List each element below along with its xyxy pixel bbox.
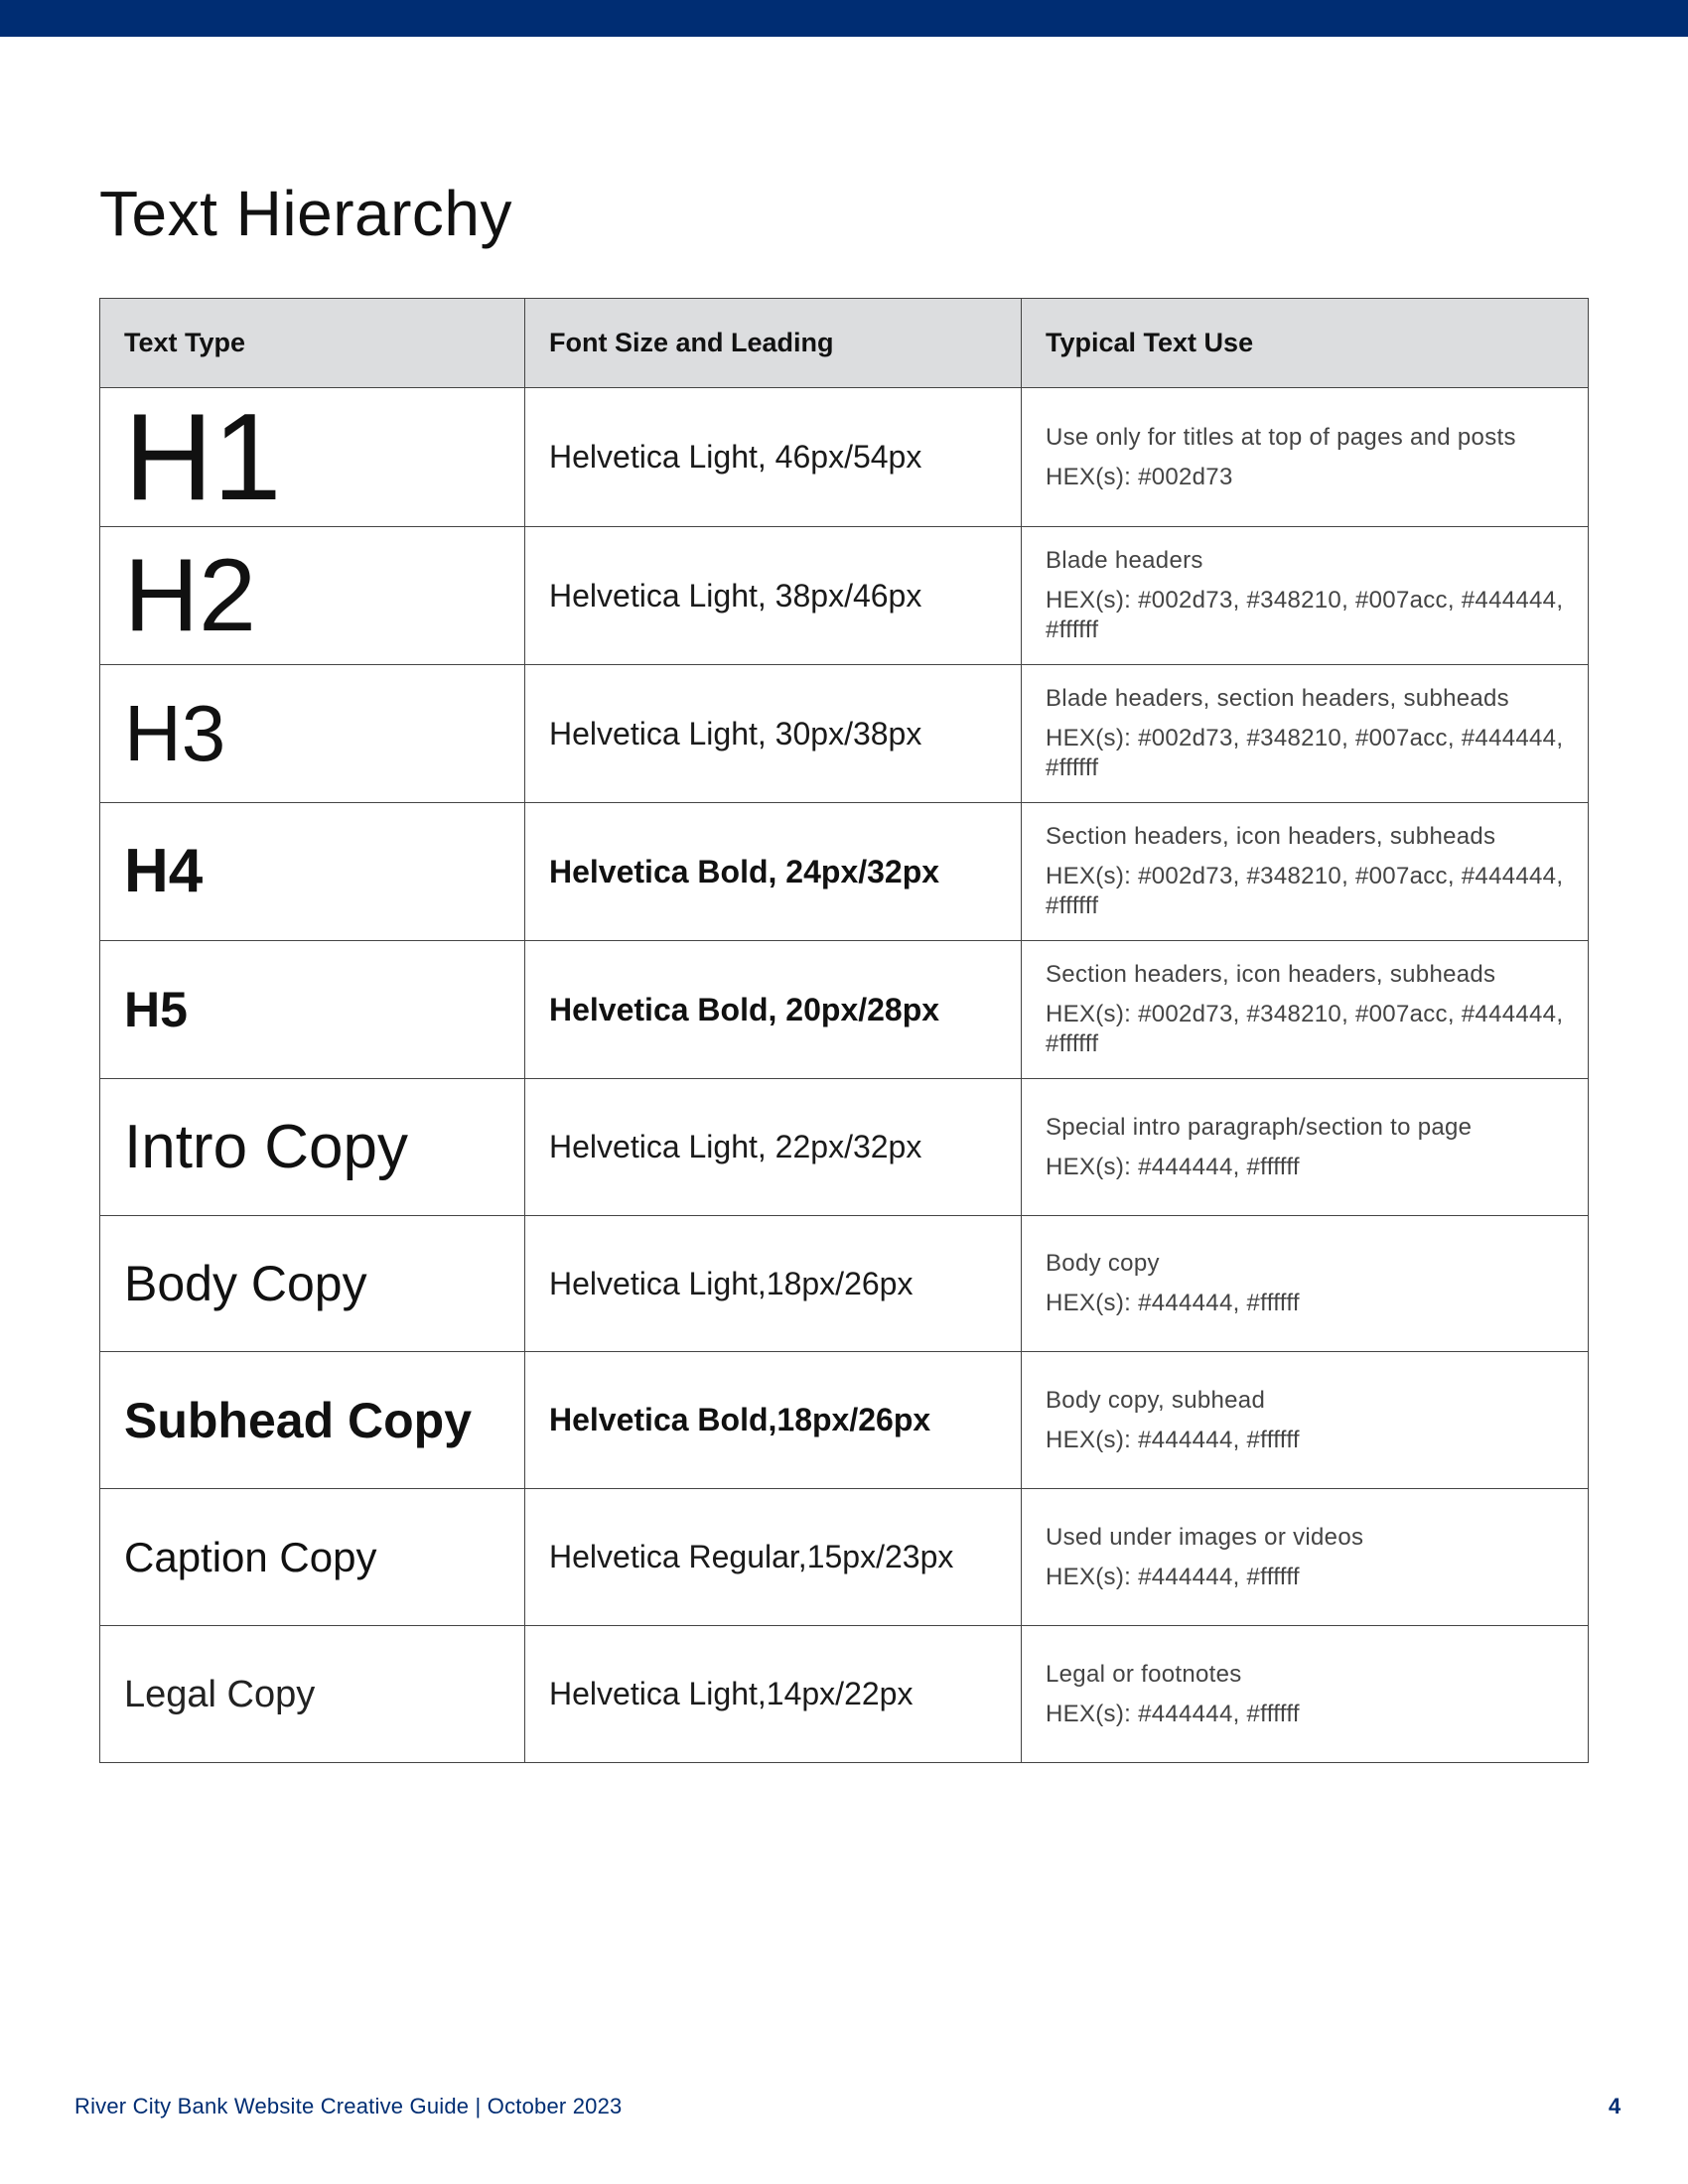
font-spec: Helvetica Bold, 20px/28px — [549, 991, 940, 1027]
cell-text-type — [100, 665, 525, 803]
text-use: Section headers, icon headers, subheads — [1046, 823, 1496, 850]
cell-text-use — [1022, 388, 1589, 527]
cell-text-use — [1022, 1626, 1589, 1763]
cell-text-type — [100, 1079, 525, 1216]
hex-values: HEX(s): #002d73, #348210, #007acc, #444444, #ffffff — [1046, 725, 1564, 781]
header-font-size-leading: Font Size and Leading — [525, 299, 1022, 388]
cell-text-type — [100, 1352, 525, 1489]
table-row-h1 — [100, 388, 1589, 527]
sample-legal-copy: Legal Copy — [124, 1673, 316, 1715]
cell-text-use — [1022, 1489, 1589, 1626]
font-spec: Helvetica Bold,18px/26px — [549, 1402, 931, 1437]
sample-intro-copy: Intro Copy — [124, 1112, 409, 1181]
hex-values: HEX(s): #444444, #ffffff — [1046, 1153, 1300, 1180]
sample-subhead-copy: Subhead Copy — [124, 1392, 473, 1448]
cell-font-spec — [525, 1352, 1022, 1489]
cell-font-spec — [525, 665, 1022, 803]
cell-text-type — [100, 527, 525, 665]
hex-values: HEX(s): #002d73, #348210, #007acc, #444444, #ffffff — [1046, 863, 1564, 919]
hex-values: HEX(s): #002d73, #348210, #007acc, #444444, #ffffff — [1046, 1001, 1564, 1057]
text-use: Blade headers — [1046, 547, 1203, 574]
table-header-row — [100, 299, 1589, 388]
font-spec: Helvetica Light, 46px/54px — [549, 439, 922, 475]
table-row-legal-copy — [100, 1626, 1589, 1763]
sample-caption-copy: Caption Copy — [124, 1533, 377, 1580]
table-row-h5 — [100, 941, 1589, 1079]
sample-body-copy: Body Copy — [124, 1256, 367, 1311]
text-use: Used under images or videos — [1046, 1523, 1364, 1551]
font-spec: Helvetica Light,18px/26px — [549, 1265, 914, 1301]
cell-font-spec — [525, 803, 1022, 941]
cell-text-type — [100, 941, 525, 1079]
sample-h4: H4 — [124, 837, 204, 905]
text-use: Legal or footnotes — [1046, 1660, 1242, 1688]
text-use: Section headers, icon headers, subheads — [1046, 961, 1496, 988]
hex-values: HEX(s): #444444, #ffffff — [1046, 1426, 1300, 1453]
table-row-intro-copy — [100, 1079, 1589, 1216]
cell-font-spec — [525, 1489, 1022, 1626]
table-row-subhead-copy — [100, 1352, 1589, 1489]
font-spec: Helvetica Light, 22px/32px — [549, 1129, 922, 1164]
cell-text-type — [100, 1489, 525, 1626]
table-row-h4 — [100, 803, 1589, 941]
text-use: Special intro paragraph/section to page — [1046, 1113, 1473, 1141]
sample-h2: H2 — [124, 538, 256, 653]
sample-h3: H3 — [124, 689, 226, 777]
sample-h1: H1 — [124, 388, 282, 526]
cell-text-use — [1022, 1352, 1589, 1489]
font-spec: Helvetica Regular,15px/23px — [549, 1539, 954, 1574]
cell-text-use — [1022, 665, 1589, 803]
footer-text: River City Bank Website Creative Guide | October 2023 — [74, 2094, 623, 2118]
text-use: Body copy — [1046, 1250, 1160, 1277]
hex-values: HEX(s): #444444, #ffffff — [1046, 1563, 1300, 1590]
font-spec: Helvetica Light, 38px/46px — [549, 577, 922, 614]
cell-text-type — [100, 388, 525, 527]
cell-text-use — [1022, 941, 1589, 1079]
hex-values: HEX(s): #444444, #ffffff — [1046, 1700, 1300, 1727]
table-row-h2 — [100, 527, 1589, 665]
cell-font-spec — [525, 1079, 1022, 1216]
table-row-body-copy — [100, 1216, 1589, 1352]
hex-values: HEX(s): #444444, #ffffff — [1046, 1290, 1300, 1316]
cell-font-spec — [525, 941, 1022, 1079]
sample-h5: H5 — [124, 982, 188, 1037]
cell-text-type — [100, 803, 525, 941]
cell-text-use — [1022, 527, 1589, 665]
cell-text-type — [100, 1216, 525, 1352]
cell-text-use — [1022, 1216, 1589, 1352]
page-title: Text Hierarchy — [99, 178, 512, 249]
text-use: Use only for titles at top of pages and posts — [1046, 423, 1516, 451]
cell-text-type — [100, 1626, 525, 1763]
text-hierarchy-table — [99, 298, 1589, 1763]
header-typical-text-use: Typical Text Use — [1022, 299, 1589, 388]
cell-text-use — [1022, 803, 1589, 941]
page-number: 4 — [1609, 2094, 1621, 2118]
font-spec: Helvetica Light, 30px/38px — [549, 715, 922, 751]
cell-font-spec — [525, 1626, 1022, 1763]
text-use: Blade headers, section headers, subheads — [1046, 685, 1509, 712]
hex-values: HEX(s): #002d73 — [1046, 463, 1233, 490]
cell-font-spec — [525, 388, 1022, 527]
cell-font-spec — [525, 527, 1022, 665]
text-use: Body copy, subhead — [1046, 1386, 1266, 1414]
hex-values: HEX(s): #002d73, #348210, #007acc, #444444, #ffffff — [1046, 587, 1564, 643]
cell-font-spec — [525, 1216, 1022, 1352]
cell-text-use — [1022, 1079, 1589, 1216]
table-row-h3 — [100, 665, 1589, 803]
font-spec: Helvetica Light,14px/22px — [549, 1676, 914, 1711]
table-row-caption-copy — [100, 1489, 1589, 1626]
header-text-type: Text Type — [100, 299, 525, 388]
top-brand-bar — [0, 0, 1688, 37]
font-spec: Helvetica Bold, 24px/32px — [549, 853, 940, 889]
